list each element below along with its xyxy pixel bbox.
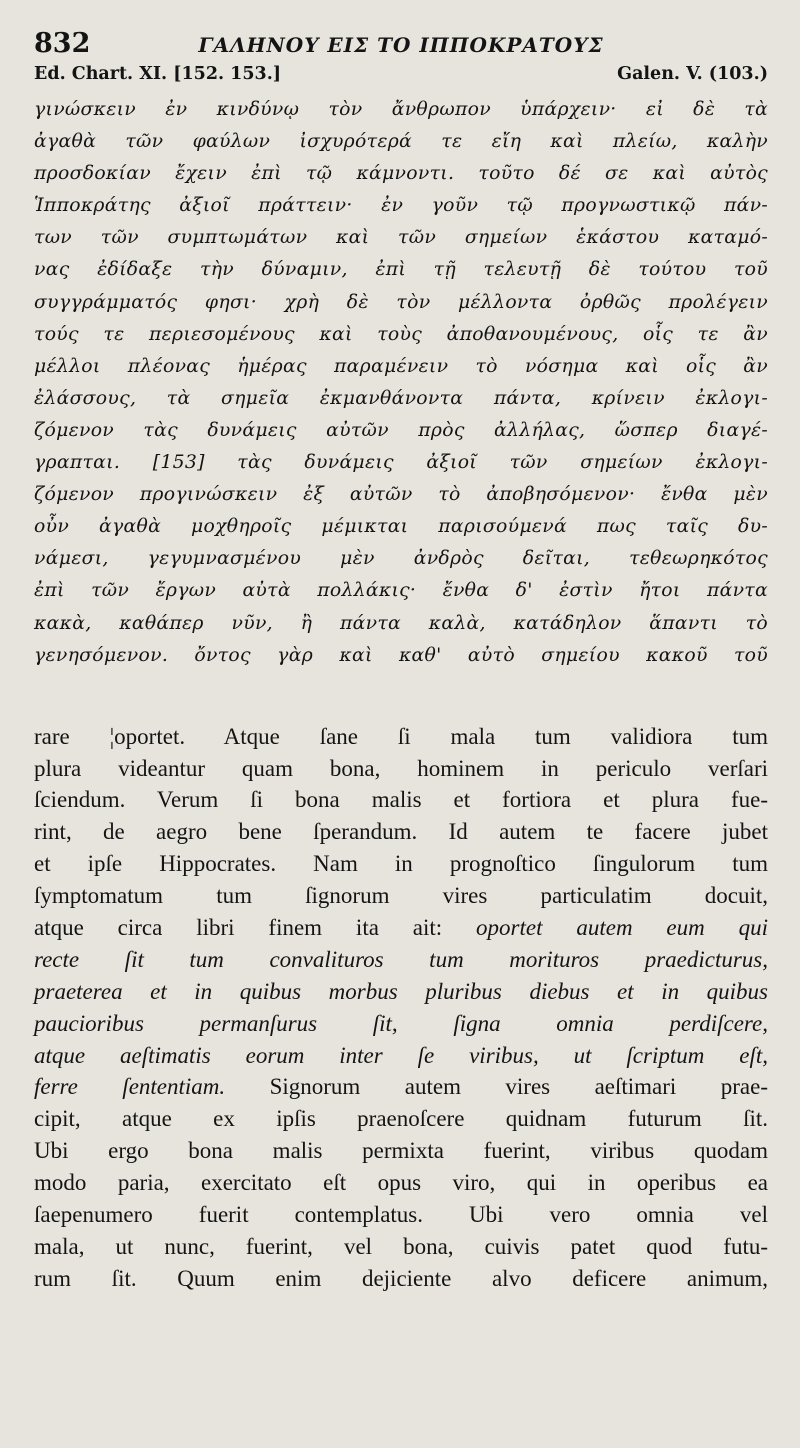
- greek-line: συγγράμματός φησι· χρὴ δὲ τὸν μέλλοντα ὀρθῶς προλέγειν: [34, 291, 768, 313]
- latin-line-mixed: [34, 1071, 768, 1103]
- latin-quotation-italic: ferre ſententiam.: [34, 1074, 226, 1100]
- latin-line: cipit, atque ex ipſis praenoſcere quidnam futurum ſit.: [34, 1106, 768, 1132]
- greek-line: μέλλοι πλέονας ἡμέρας παραμένειν τὸ νόσημα καὶ οἷς ἂν: [34, 355, 768, 377]
- latin-line: et ipſe Hippocrates. Nam in prognoſtico ſingulorum tum: [34, 851, 768, 877]
- greek-line: ἐλάσσους, τὰ σημεῖα ἐκμανθάνοντα πάντα, κρίνειν ἐκλογι-: [34, 387, 768, 409]
- greek-line: Ἱπποκράτης ἀξιοῖ πράττειν· ἐν γοῦν τῷ προγνωστικῷ πάν-: [34, 195, 768, 217]
- greek-line: ζόμενον προγινώσκειν ἐξ αὐτῶν τὸ ἀποβησόμενον· ἔνθα μὲν: [34, 484, 768, 506]
- greek-line: γινώσκειν ἐν κινδύνῳ τὸν ἄνθρωπον ὑπάρχειν· εἰ δὲ τὰ: [34, 99, 768, 120]
- latin-line: rint, de aegro bene ſperandum. Id autem te facere jubet: [34, 819, 768, 845]
- latin-line: plura videantur quam bona, hominem in periculo verſari: [34, 755, 768, 781]
- latin-text-block: [34, 721, 768, 1295]
- latin-quotation-line: praeterea et in quibus morbus pluribus diebus et in quibus: [34, 978, 768, 1004]
- greek-line: νας ἐδίδαξε τὴν δύναμιν, ἐπὶ τῇ τελευτῇ δὲ τούτου τοῦ: [34, 259, 768, 281]
- greek-line: των τῶν συμπτωμάτων καὶ τῶν σημείων ἑκάστου καταμό-: [34, 227, 768, 249]
- greek-line: ἐπὶ τῶν ἔργων αὐτὰ πολλάκις· ἔνθα δ' ἐστὶν ἤτοι πάντα: [34, 580, 768, 602]
- greek-line: γενησόμενον. ὄντος γὰρ καὶ καθ' αὐτὸ σημείου κακοῦ τοῦ: [34, 644, 768, 666]
- greek-line: νάμεσι, γεγυμνασμένου μὲν ἀνδρὸς δεῖται, τεθεωρηκότος: [34, 548, 768, 570]
- running-title: ΓΑΛΗΝΟΥ ΕΙΣ ΤΟ ΙΠΠΟΚΡΑΤΟΥΣ: [198, 33, 604, 57]
- page-number: 832: [34, 28, 91, 59]
- greek-line: ζόμενον τὰς δυνάμεις αὐτῶν πρὸς ἀλλήλας, ὥσπερ διαγέ-: [34, 419, 768, 441]
- latin-line: ſymptomatum tum ſignorum vires particulatim docuit,: [34, 883, 768, 909]
- latin-line: rum ſit. Quum enim dejiciente alvo deficere animum,: [34, 1265, 768, 1291]
- edition-reference-line: [34, 64, 768, 94]
- latin-quotation-line: recte ſit tum convalituros tum morituros praedicturus,: [34, 946, 768, 972]
- latin-line: ſaepenumero fuerit contemplatus. Ubi vero omnia vel: [34, 1202, 768, 1228]
- latin-text-roman: atque circa libri finem ita ait:: [34, 915, 477, 941]
- greek-line: γραπται. [153] τὰς δυνάμεις ἀξιοῖ τῶν σημείων ἐκλογι-: [34, 452, 768, 474]
- latin-line: modo paria, exercitato eſt opus viro, qui in operibus ea: [34, 1170, 768, 1196]
- greek-line: προσδοκίαν ἔχειν ἐπὶ τῷ κάμνοντι. τοῦτο δέ σε καὶ αὐτὸς: [34, 163, 768, 185]
- edition-reference-right: Galen. V. (103.): [617, 64, 768, 84]
- latin-line: ſciendum. Verum ſi bona malis et fortiora et plura fue-: [34, 787, 768, 813]
- latin-text-roman: Signorum autem vires aeſtimari prae-: [225, 1074, 768, 1100]
- greek-text-block: [34, 94, 768, 672]
- latin-line-mixed: [34, 912, 768, 944]
- greek-line: οὖν ἀγαθὰ μοχθηροῖς μέμικται παρισούμενά πως ταῖς δυ-: [34, 516, 768, 538]
- greek-line: κακὰ, καθάπερ νῦν, ἢ πάντα καλὰ, κατάδηλον ἅπαντι τὸ: [34, 612, 768, 634]
- greek-line: τούς τε περιεσομένους καὶ τοὺς ἀποθανουμένους, οἷς τε ἂν: [34, 323, 768, 345]
- page-header: [34, 28, 768, 62]
- latin-quotation-italic: oportet autem eum qui: [476, 915, 769, 941]
- latin-quotation-line: atque aeſtimatis eorum inter ſe viribus, ut ſcriptum eſt,: [34, 1042, 768, 1068]
- latin-line: mala, ut nunc, fuerint, vel bona, cuivis patet quod futu-: [34, 1233, 768, 1259]
- greek-line: ἀγαθὰ τῶν φαύλων ἰσχυρότερά τε εἴη καὶ πλείω, καλὴν: [34, 131, 768, 153]
- latin-line: rare ¦oportet. Atque ſane ſi mala tum validiora tum: [34, 723, 768, 749]
- latin-quotation-line: paucioribus permanſurus ſit, ſigna omnia perdiſcere,: [34, 1010, 768, 1036]
- latin-line: Ubi ergo bona malis permixta fuerint, viribus quodam: [34, 1138, 768, 1164]
- edition-reference-left: Ed. Chart. XI. [152. 153.]: [34, 64, 282, 84]
